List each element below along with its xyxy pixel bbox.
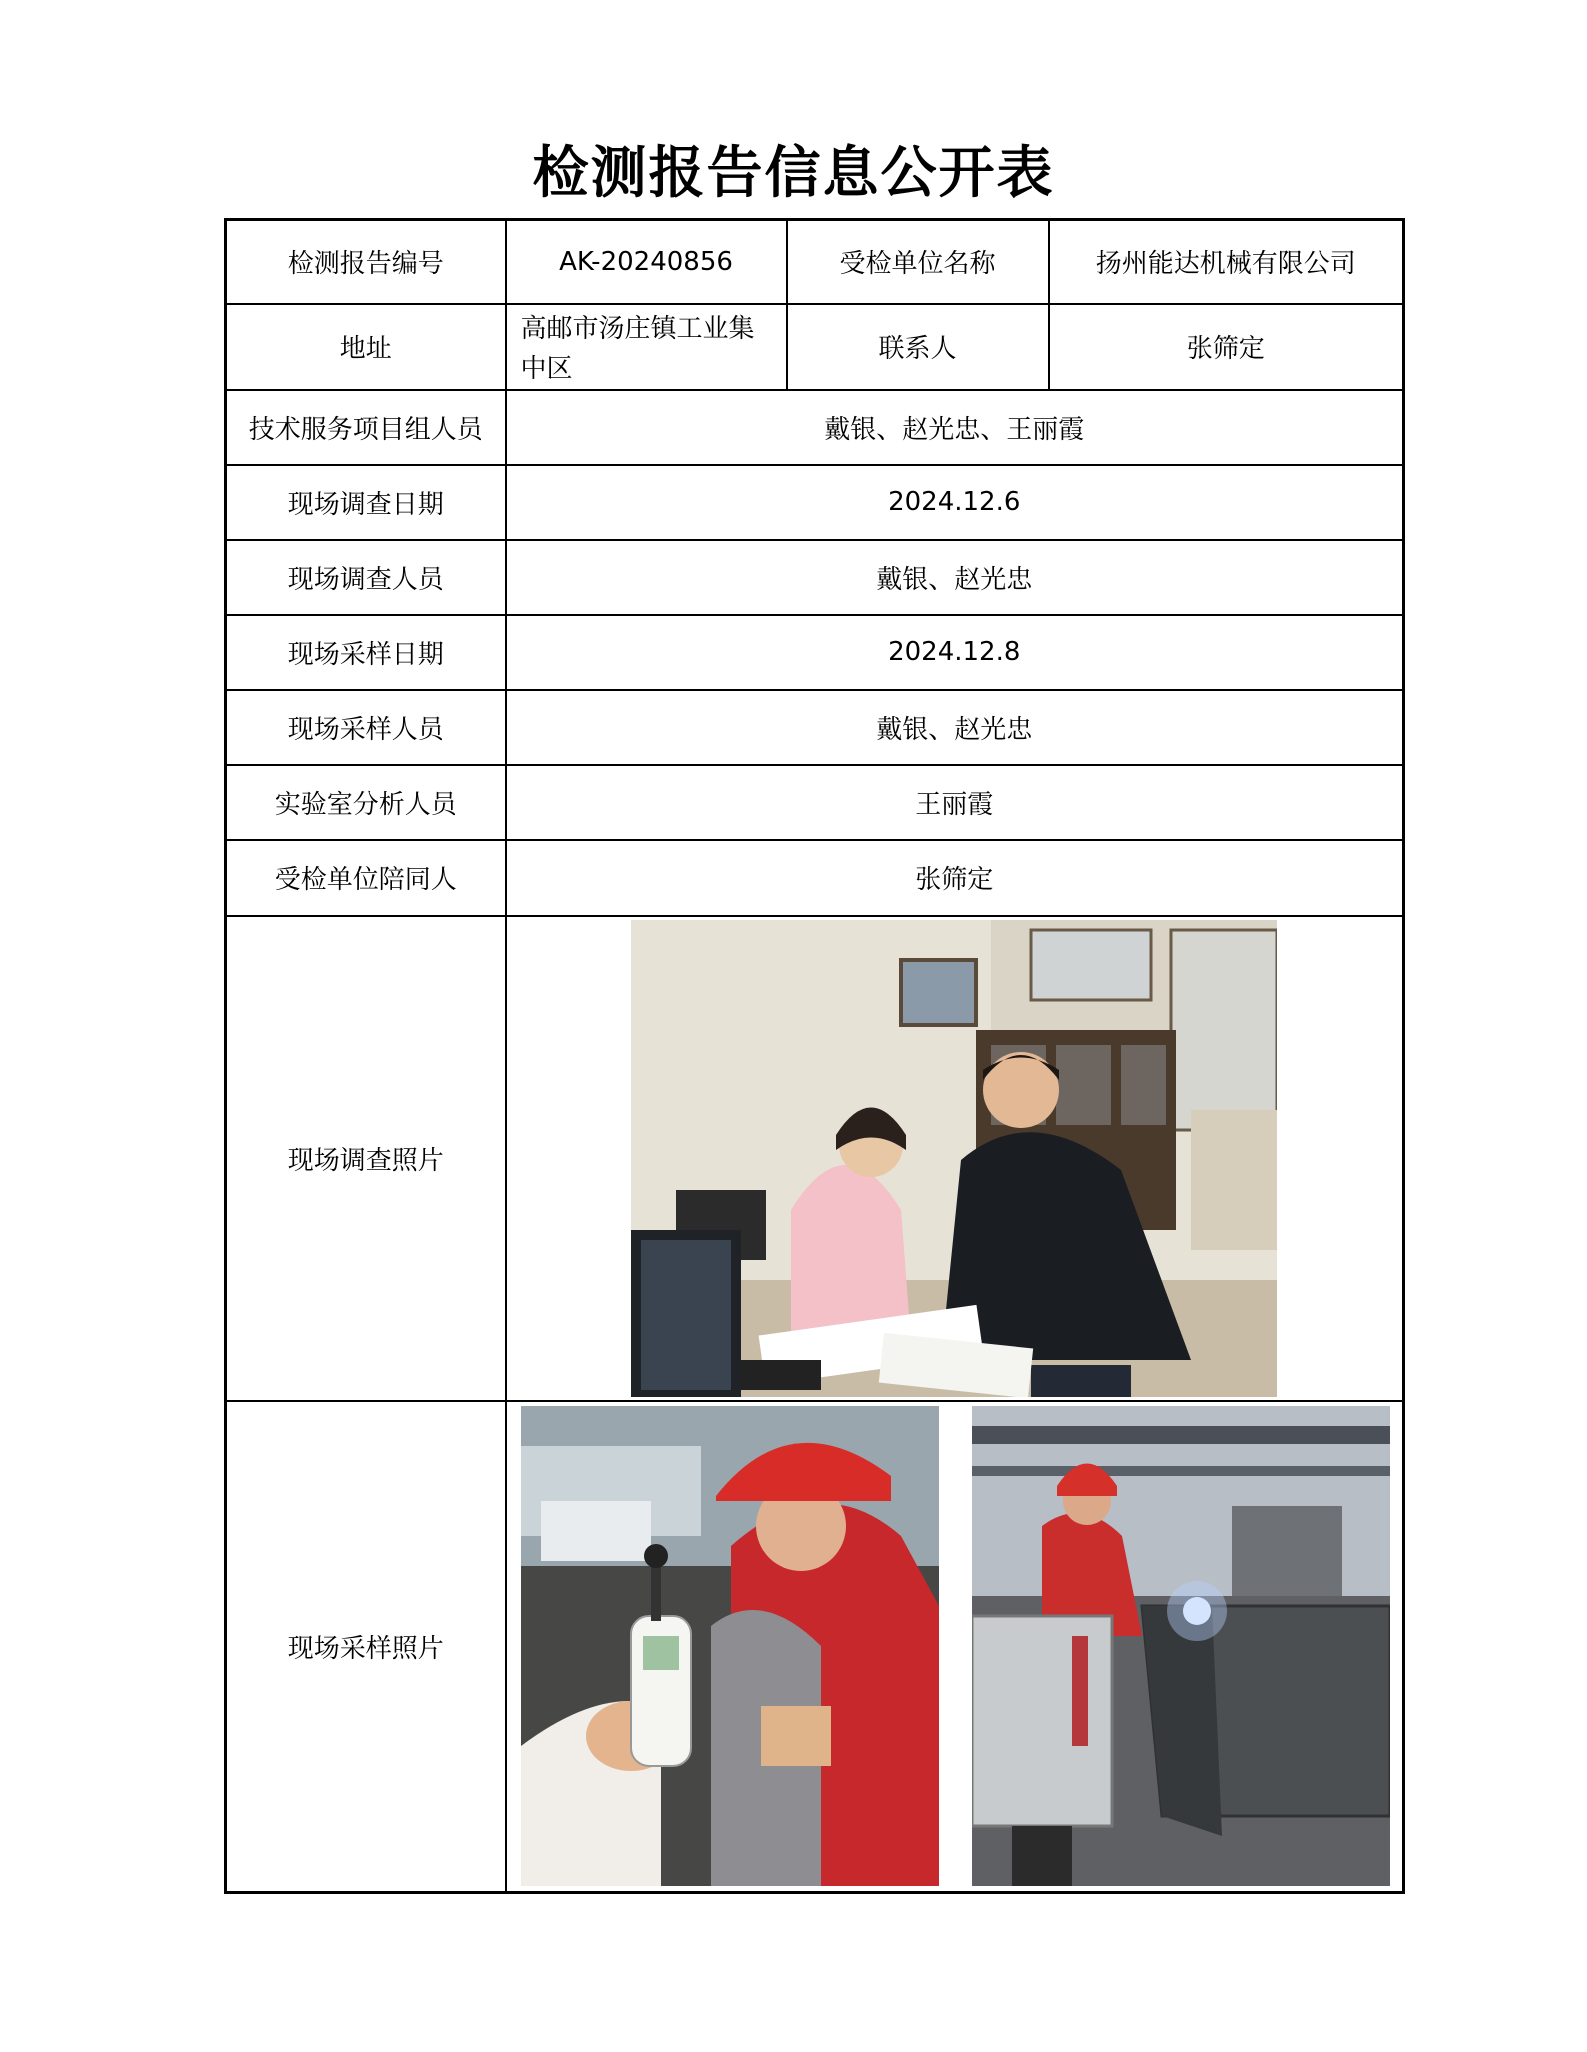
report-no-label: 检测报告编号 [226,220,506,304]
address-value: 高邮市汤庄镇工业集中区 [506,304,787,390]
table-row [226,840,1404,916]
table-row [226,615,1404,690]
unit-name-label: 受检单位名称 [787,220,1049,304]
sampling-date-value: 2024.12.8 [506,615,1404,690]
sampling-staff-label: 现场采样人员 [226,690,506,765]
address-label: 地址 [226,304,506,390]
report-no-value: AK-20240856 [506,220,787,304]
sampling-photo-noise-image [521,1406,939,1886]
sampling-photos [507,1406,1403,1886]
table-row [226,390,1404,465]
lab-staff-label: 实验室分析人员 [226,765,506,840]
survey-date-label: 现场调查日期 [226,465,506,540]
table-row [226,220,1404,304]
survey-date-value: 2024.12.6 [506,465,1404,540]
lab-staff-value: 王丽霞 [506,765,1404,840]
table-row [226,690,1404,765]
sampling-photo-label: 现场采样照片 [226,1401,506,1893]
escort-value: 张筛定 [506,840,1404,916]
sampling-photo-welding [972,1406,1390,1886]
sampling-photo-noise [521,1406,939,1886]
sampling-staff-value: 戴银、赵光忠 [506,690,1404,765]
contact-value: 张筛定 [1049,304,1404,390]
table-row [226,1401,1404,1893]
table-row [226,540,1404,615]
sampling-date-label: 现场采样日期 [226,615,506,690]
survey-photo-image [631,920,1277,1397]
unit-name-value: 扬州能达机械有限公司 [1049,220,1404,304]
table-row [226,765,1404,840]
survey-photo-cell [506,916,1404,1401]
page-title: 检测报告信息公开表 [532,140,1055,206]
table-row [226,465,1404,540]
table-row [226,304,1404,390]
survey-staff-label: 现场调查人员 [226,540,506,615]
sampling-photo-cell [506,1401,1404,1893]
survey-photo-label: 现场调查照片 [226,916,506,1401]
team-value: 戴银、赵光忠、王丽霞 [506,390,1404,465]
survey-photo [631,920,1277,1397]
survey-staff-value: 戴银、赵光忠 [506,540,1404,615]
report-info-table [224,218,1405,1894]
escort-label: 受检单位陪同人 [226,840,506,916]
table-row [226,916,1404,1401]
team-label: 技术服务项目组人员 [226,390,506,465]
sampling-photo-welding-image [972,1406,1390,1886]
contact-label: 联系人 [787,304,1049,390]
